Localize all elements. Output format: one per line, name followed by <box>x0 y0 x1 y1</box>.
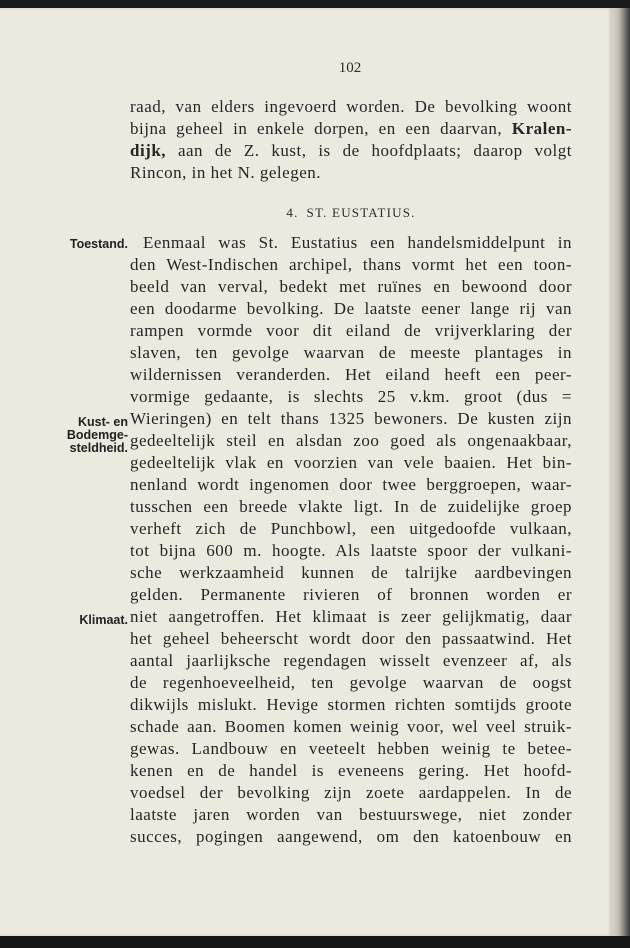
text-line: aantal jaarlijksche regendagen wisselt evenzeer af, als <box>130 651 572 670</box>
text-span: bijna geheel in enkele dorpen, en een daarvan, <box>130 119 503 138</box>
text-line: voedsel der bevolking zijn zoete aardappelen. In de <box>130 783 572 802</box>
scan-border-top <box>0 0 630 8</box>
bold-place-name: Kralen- <box>511 119 573 138</box>
section-title: ST. EUSTATIUS. <box>306 205 416 220</box>
text-line: rampen vormde voor dit eiland de vrijverklaring der <box>130 321 572 340</box>
margin-note-klimaat: Klimaat. <box>79 613 128 627</box>
margin-note-line: Bodemge- <box>66 428 128 442</box>
text-line: vormige gedaante, is slechts 25 v.km. groot (dus = <box>130 387 572 406</box>
text-line: nenland wordt ingenomen door twee berggroepen, waar- <box>130 475 572 494</box>
section-number: 4. <box>286 205 299 220</box>
scan-border-bottom <box>0 936 630 948</box>
text-line: dikwijls mislukt. Hevige stormen richten somtijds groote <box>130 695 572 714</box>
margin-note-line: steldheid. <box>69 441 128 455</box>
text-line: den West-Indischen archipel, thans vormt het een toon- <box>130 255 572 274</box>
text-line <box>130 140 572 162</box>
text-line: laatste jaren worden van bestuurswege, niet zonder <box>130 805 572 824</box>
text-line: Rincon, in het N. gelegen. <box>130 163 321 182</box>
text-line: Wieringen) en telt thans 1325 bewoners. De kusten zijn <box>130 409 572 428</box>
text-line: tusschen een breede vlakte ligt. In de zuidelijke groep <box>130 497 572 516</box>
margin-note-toestand: Toestand. <box>69 237 128 251</box>
text-line <box>130 118 572 140</box>
text-line: sche werkzaamheid kunnen de talrijke aardbevingen <box>130 563 572 582</box>
text-line: een doodarme bevolking. De laatste eener lange rij van <box>130 299 572 318</box>
text-line: wildernissen veranderden. Het eiland heeft een peer- <box>130 365 572 384</box>
text-span: aan de Z. kust, is de hoofdplaats; daarop volgt <box>177 141 572 160</box>
text-line: verheft zich de Punchbowl, een uitgedoofde vulkaan, <box>130 519 572 538</box>
text-line: beeld van verval, bedekt met ruïnes en bewoond door <box>130 277 572 296</box>
text-line: raad, van elders ingevoerd worden. De bevolking woont <box>130 97 572 116</box>
text-line: schade aan. Boomen komen weinig voor, wel veel struik- <box>130 717 572 736</box>
text-line: de regenhoeveelheid, ten gevolge waarvan de oogst <box>130 673 572 692</box>
margin-note-kust-en-bodemgesteldheid <box>67 416 128 455</box>
text-line: kenen en de handel is eveneens gering. Het hoofd- <box>130 761 572 780</box>
text-line: gewas. Landbouw en veeteelt hebben weinig te betee- <box>130 739 572 758</box>
text-line: het geheel beheerscht wordt door den passaatwind. Het <box>130 629 572 648</box>
text-line: succes, pogingen aangewend, om den katoenbouw en <box>130 827 572 846</box>
text-line: gelden. Permanente rivieren of bronnen worden er <box>130 585 572 604</box>
text-line: niet aangetroffen. Het klimaat is zeer gelijkmatig, daar <box>130 607 572 626</box>
text-line: tot bijna 600 m. hoogte. Als laatste spoor der vulkani- <box>130 541 572 560</box>
text-line: slaven, ten gevolge waarvan de meeste plantages in <box>130 343 572 362</box>
text-line: Eenmaal was St. Eustatius een handelsmiddelpunt in <box>143 233 572 252</box>
margin-note-line: Kust- en <box>78 415 128 429</box>
page-number: 102 <box>338 60 362 76</box>
text-line: gedeeltelijk steil en alsdan zoo goed als ongenaakbaar, <box>130 431 572 450</box>
text-line: gedeeltelijk vlak en voorzien van vele baaien. Het bin- <box>130 453 572 472</box>
bold-place-name: dijk, <box>130 141 167 160</box>
section-heading <box>130 205 572 221</box>
page-edge-shadow <box>612 8 630 936</box>
